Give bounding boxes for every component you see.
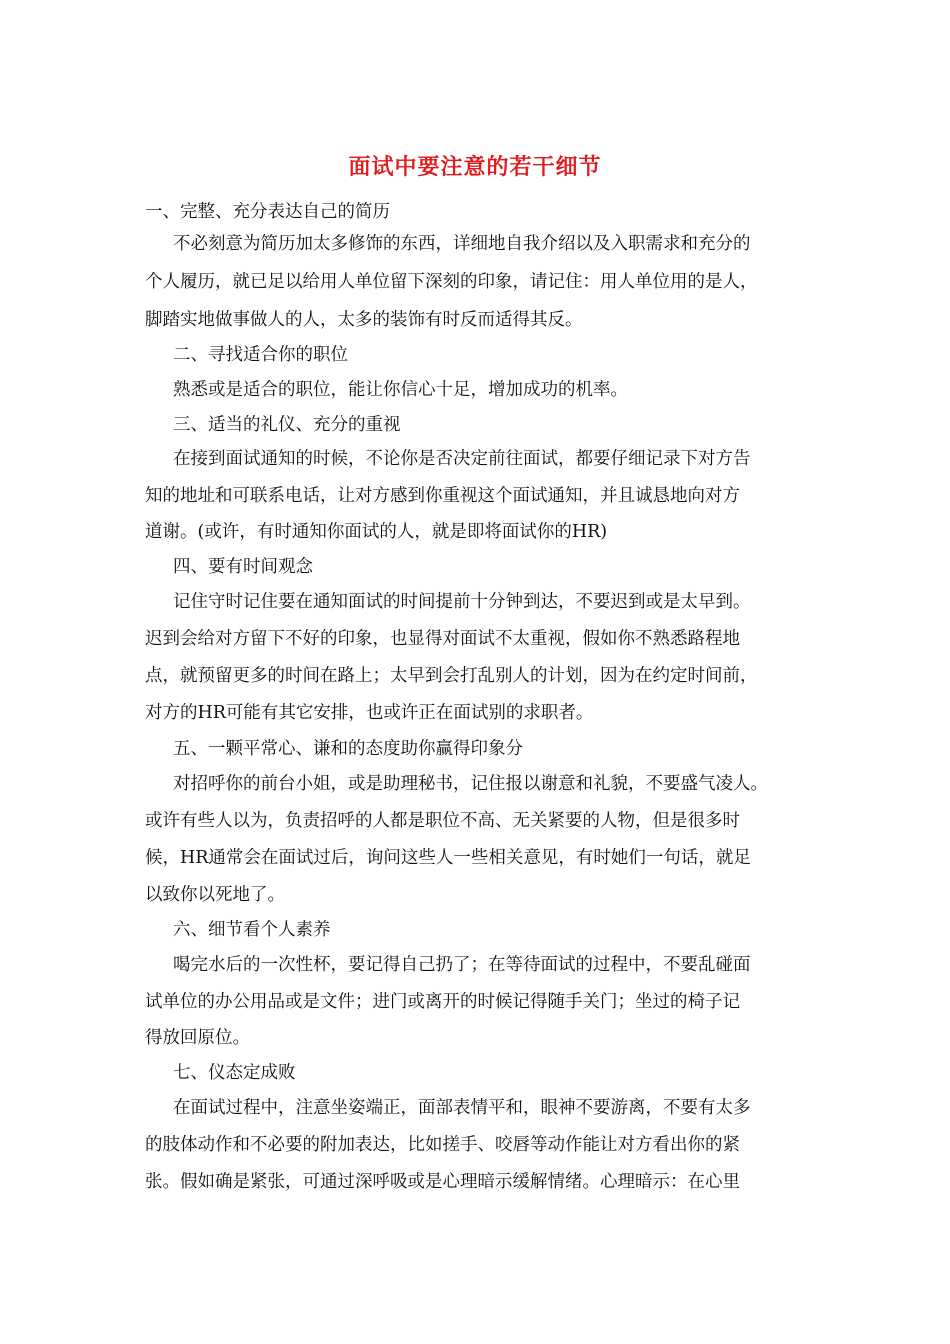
section-heading-3: 三、适当的礼仪、充分的重视 bbox=[173, 415, 401, 435]
paragraph-line: 在接到面试通知的时候，不论你是否决定前往面试，都要仔细记录下对方告 bbox=[173, 449, 751, 469]
section-heading-1: 一、完整、充分表达自己的简历 bbox=[145, 202, 390, 222]
paragraph-line: 知的地址和可联系电话，让对方感到你重视这个面试通知，并且诚恳地向对方 bbox=[145, 486, 740, 506]
section-heading-6: 六、细节看个人素养 bbox=[173, 920, 331, 940]
paragraph-line: 对招呼你的前台小姐，或是助理秘书，记住报以谢意和礼貌，不要盛气凌人。 bbox=[173, 774, 768, 794]
paragraph-line: 道谢。(或许，有时通知你面试的人，就是即将面试你的HR) bbox=[145, 522, 608, 542]
paragraph-line: 不必刻意为简历加太多修饰的东西，详细地自我介绍以及入职需求和充分的 bbox=[173, 234, 751, 254]
paragraph-line: 或许有些人以为，负责招呼的人都是职位不高、无关紧要的人物，但是很多时 bbox=[145, 811, 740, 831]
paragraph-line: 熟悉或是适合的职位，能让你信心十足，增加成功的机率。 bbox=[173, 380, 628, 400]
section-heading-4: 四、要有时间观念 bbox=[173, 557, 313, 577]
paragraph-line: 对方的HR可能有其它安排，也或许正在面试别的求职者。 bbox=[145, 703, 594, 723]
paragraph-line: 的肢体动作和不必要的附加表达，比如搓手、咬唇等动作能让对方看出你的紧 bbox=[145, 1135, 740, 1155]
paragraph-line: 个人履历，就已足以给用人单位留下深刻的印象，请记住：用人单位用的是人， bbox=[145, 272, 758, 292]
section-heading-7: 七、仪态定成败 bbox=[173, 1063, 296, 1083]
paragraph-line: 以致你以死地了。 bbox=[145, 885, 285, 905]
paragraph-line: 候，HR通常会在面试过后，询问这些人一些相关意见，有时她们一句话，就足 bbox=[145, 848, 751, 868]
paragraph-line: 点，就预留更多的时间在路上；太早到会打乱别人的计划，因为在约定时间前， bbox=[145, 666, 758, 686]
page-title: 面试中要注意的若干细节 bbox=[348, 154, 602, 180]
paragraph-line: 迟到会给对方留下不好的印象，也显得对面试不太重视，假如你不熟悉路程地 bbox=[145, 629, 740, 649]
paragraph-line: 喝完水后的一次性杯，要记得自己扔了；在等待面试的过程中，不要乱碰面 bbox=[173, 955, 751, 975]
paragraph-line: 试单位的办公用品或是文件；进门或离开的时候记得随手关门；坐过的椅子记 bbox=[145, 992, 740, 1012]
section-heading-5: 五、一颗平常心、谦和的态度助你赢得印象分 bbox=[173, 739, 523, 759]
paragraph-line: 张。假如确是紧张，可通过深呼吸或是心理暗示缓解情绪。心理暗示：在心里 bbox=[145, 1172, 740, 1192]
paragraph-line: 记住守时记住要在通知面试的时间提前十分钟到达，不要迟到或是太早到。 bbox=[173, 592, 751, 612]
paragraph-line: 得放回原位。 bbox=[145, 1028, 250, 1048]
paragraph-line: 在面试过程中，注意坐姿端正，面部表情平和，眼神不要游离，不要有太多 bbox=[173, 1098, 751, 1118]
paragraph-line: 脚踏实地做事做人的人，太多的装饰有时反而适得其反。 bbox=[145, 310, 583, 330]
section-heading-2: 二、寻找适合你的职位 bbox=[173, 345, 348, 365]
